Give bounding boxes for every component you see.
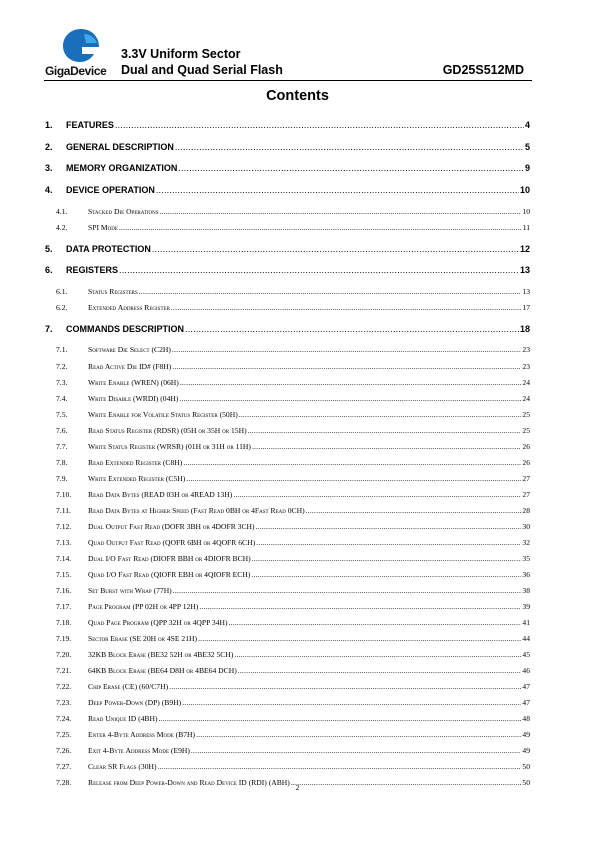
- toc-entry-number: 7.14.: [56, 554, 72, 563]
- toc-entry-page: 26: [522, 442, 530, 451]
- toc-entry[interactable]: [56, 762, 530, 774]
- toc-entry-title: Status Registers: [88, 287, 138, 296]
- toc-entry-page: 41: [522, 618, 530, 627]
- toc-dot-leader: [196, 730, 521, 739]
- toc-entry-title: REGISTERS: [66, 265, 119, 275]
- toc-entry-title: Clear SR Flags (30H): [88, 762, 157, 771]
- toc-entry[interactable]: [56, 538, 530, 550]
- toc-entry-number: 7.28.: [56, 778, 72, 787]
- toc-entry[interactable]: [56, 746, 530, 758]
- toc-entry[interactable]: [56, 682, 530, 694]
- toc-entry-title: Extended Address Register: [88, 303, 170, 312]
- toc-dot-leader: [175, 142, 524, 152]
- toc-dot-leader: [229, 618, 522, 627]
- toc-entry-page: 39: [522, 602, 530, 611]
- toc-dot-leader: [183, 458, 521, 467]
- toc-entry-number: 7.17.: [56, 602, 72, 611]
- toc-entry-number: 6.1.: [56, 287, 68, 296]
- toc-entry-title: Sector Erase (SE 20H or 4SE 21H): [88, 634, 198, 643]
- toc-entry-number: 3.: [45, 163, 53, 173]
- toc-entry[interactable]: [56, 602, 530, 614]
- toc-entry-page: 10: [522, 207, 530, 216]
- toc-entry-page: 35: [522, 554, 530, 563]
- toc-entry[interactable]: [56, 458, 530, 470]
- toc-entry-number: 7.26.: [56, 746, 72, 755]
- toc-entry-page: 38: [522, 586, 530, 595]
- toc-entry-page: 11: [522, 223, 530, 232]
- toc-entry-title: Exit 4-Byte Address Mode (E9H): [88, 746, 190, 755]
- toc-entry[interactable]: [56, 634, 530, 646]
- toc-entry-title: Read Status Register (RDSR) (05H or 35H or 15H): [88, 426, 247, 435]
- toc-dot-leader: [169, 682, 521, 691]
- toc-entry[interactable]: [56, 426, 530, 438]
- toc-entry-page: 49: [522, 746, 530, 755]
- toc-entry[interactable]: [56, 506, 530, 518]
- toc-entry[interactable]: [56, 474, 530, 486]
- toc-entry-number: 7.24.: [56, 714, 72, 723]
- toc-entry-title: Quad Page Program (QPP 32H or 4QPP 34H): [88, 618, 228, 627]
- toc-entry-page: 27: [522, 490, 530, 499]
- toc-entry-number: 7.3.: [56, 378, 68, 387]
- toc-dot-leader: [256, 538, 521, 547]
- toc-entry-title: Quad I/O Fast Read (QIOFR EBH or 4QIOFR ECH): [88, 570, 251, 579]
- toc-entry[interactable]: [45, 142, 530, 155]
- toc-entry-number: 7.6.: [56, 426, 68, 435]
- toc-entry-title: Set Burst with Wrap (77H): [88, 586, 172, 595]
- toc-dot-leader: [198, 634, 521, 643]
- toc-entry[interactable]: [56, 522, 530, 534]
- toc-entry-title: Read Data Bytes at Higher Speed (Fast Read 0BH or 4Fast Read 0CH): [88, 506, 305, 515]
- toc-entry-number: 6.: [45, 265, 53, 275]
- toc-dot-leader: [178, 163, 524, 173]
- toc-entry[interactable]: [45, 324, 530, 337]
- toc-dot-leader: [251, 570, 521, 579]
- toc-entry-page: 10: [519, 185, 530, 195]
- toc-entry[interactable]: [56, 714, 530, 726]
- toc-entry[interactable]: [56, 698, 530, 710]
- toc-entry-title: Write Status Register (WRSR) (01H or 31H or 11H): [88, 442, 251, 451]
- page-number: 2: [295, 783, 300, 792]
- toc-dot-leader: [152, 244, 519, 254]
- toc-entry-page: 23: [522, 362, 530, 371]
- toc-entry-title: Stacked Die Operations: [88, 207, 159, 216]
- toc-dot-leader: [182, 698, 521, 707]
- toc-entry[interactable]: [56, 223, 530, 235]
- toc-entry-number: 1.: [45, 120, 53, 130]
- toc-entry[interactable]: [56, 410, 530, 422]
- toc-entry-title: Write Enable for Volatile Status Register (50H): [88, 410, 238, 419]
- toc-entry[interactable]: [45, 120, 530, 133]
- toc-dot-leader: [171, 303, 522, 312]
- toc-entry-number: 7.1.: [56, 345, 68, 354]
- toc-dot-leader: [158, 762, 522, 771]
- toc-entry-page: 18: [519, 324, 530, 334]
- part-number: GD25S512MD: [442, 63, 524, 77]
- toc-entry-page: 24: [522, 394, 530, 403]
- toc-entry[interactable]: [56, 570, 530, 582]
- toc-dot-leader: [256, 522, 522, 531]
- toc-dot-leader: [139, 287, 522, 296]
- toc-entry[interactable]: [56, 362, 530, 374]
- toc-entry-title: DEVICE OPERATION: [66, 185, 155, 195]
- toc-entry-title: Write Disable (WRDI) (04H): [88, 394, 179, 403]
- toc-entry-number: 7.25.: [56, 730, 72, 739]
- toc-entry-title: Dual I/O Fast Read (DIOFR BBH or 4DIOFR BCH): [88, 554, 251, 563]
- toc-entry-page: 25: [522, 410, 530, 419]
- header-divider: [44, 80, 532, 81]
- toc-entry[interactable]: [45, 163, 530, 176]
- toc-entry-page: 25: [522, 426, 530, 435]
- toc-dot-leader: [248, 426, 522, 435]
- toc-entry-page: 28: [522, 506, 530, 515]
- toc-dot-leader: [172, 345, 521, 354]
- toc-entry[interactable]: [56, 554, 530, 566]
- toc-entry[interactable]: [56, 345, 530, 357]
- toc-entry-number: 7.20.: [56, 650, 72, 659]
- toc-entry-number: 7.: [45, 324, 53, 334]
- toc-dot-leader: [160, 207, 522, 216]
- toc-entry-number: 7.5.: [56, 410, 68, 419]
- toc-entry-page: 30: [522, 522, 530, 531]
- toc-dot-leader: [156, 185, 519, 195]
- toc-dot-leader: [172, 362, 521, 371]
- toc-entry-title: DATA PROTECTION: [66, 244, 151, 254]
- toc-entry-page: 50: [522, 778, 530, 787]
- toc-entry-number: 4.1.: [56, 207, 68, 216]
- toc-entry-title: FEATURES: [66, 120, 114, 130]
- toc-entry-page: 5: [524, 142, 530, 152]
- toc-entry-number: 7.15.: [56, 570, 72, 579]
- toc-entry-title: Write Extended Register (C5H): [88, 474, 186, 483]
- toc-entry-page: 47: [522, 682, 530, 691]
- toc-dot-leader: [119, 223, 522, 232]
- toc-entry-number: 7.11.: [56, 506, 71, 515]
- toc-entry-page: 45: [522, 650, 530, 659]
- toc-dot-leader: [252, 554, 522, 563]
- toc-dot-leader: [234, 650, 521, 659]
- toc-entry-number: 2.: [45, 142, 53, 152]
- toc-entry-title: Dual Output Fast Read (DOFR 3BH or 4DOFR 3CH): [88, 522, 255, 531]
- toc-entry-number: 7.22.: [56, 682, 72, 691]
- toc-entry-number: 7.27.: [56, 762, 72, 771]
- toc-dot-leader: [239, 410, 522, 419]
- toc-dot-leader: [199, 602, 521, 611]
- toc-entry-page: 13: [519, 265, 530, 275]
- toc-dot-leader: [159, 714, 522, 723]
- toc-entry-page: 47: [522, 698, 530, 707]
- toc-entry-number: 7.9.: [56, 474, 68, 483]
- toc-entry-number: 7.18.: [56, 618, 72, 627]
- toc-entry[interactable]: [56, 730, 530, 742]
- toc-entry-number: 7.8.: [56, 458, 68, 467]
- toc-entry-number: 7.4.: [56, 394, 68, 403]
- toc-dot-leader: [173, 586, 522, 595]
- toc-entry-title: COMMANDS DESCRIPTION: [66, 324, 185, 334]
- toc-entry-number: 7.10.: [56, 490, 72, 499]
- toc-entry[interactable]: [45, 265, 530, 278]
- toc-dot-leader: [119, 265, 519, 275]
- toc-entry[interactable]: [56, 490, 530, 502]
- toc-entry-title: Read Unique ID (4BH): [88, 714, 158, 723]
- toc-entry-title: Enter 4-Byte Address Mode (B7H): [88, 730, 196, 739]
- toc-entry-title: Read Active Die ID# (F8H): [88, 362, 172, 371]
- toc-entry[interactable]: [56, 618, 530, 630]
- toc-entry-title: Release from Deep Power-Down and Read Device ID (RDI) (ABH): [88, 778, 290, 787]
- toc-entry-title: Read Data Bytes (READ 03H or 4READ 13H): [88, 490, 233, 499]
- toc-entry-number: 4.: [45, 185, 53, 195]
- toc-entry-title: Write Enable (WREN) (06H): [88, 378, 179, 387]
- toc-dot-leader: [306, 506, 522, 515]
- toc-entry-page: 46: [522, 666, 530, 675]
- logo-text: GigaDevice: [45, 64, 107, 78]
- toc-entry-page: 27: [522, 474, 530, 483]
- toc-entry-title: GENERAL DESCRIPTION: [66, 142, 174, 152]
- toc-dot-leader: [238, 666, 522, 675]
- toc-dot-leader: [180, 378, 522, 387]
- toc-entry-number: 7.21.: [56, 666, 72, 675]
- toc-entry-number: 7.13.: [56, 538, 72, 547]
- toc-entry-number: 4.2.: [56, 223, 68, 232]
- toc-entry-page: 9: [524, 163, 530, 173]
- toc-entry[interactable]: [45, 185, 530, 198]
- toc-entry-title: SPI Mode: [88, 223, 118, 232]
- toc-entry-title: Page Program (PP 02H or 4PP 12H): [88, 602, 199, 611]
- gigadevice-logo-icon: [60, 26, 102, 64]
- toc-entry-page: 44: [522, 634, 530, 643]
- toc-entry-number: 7.7.: [56, 442, 68, 451]
- toc-dot-leader: [179, 394, 521, 403]
- toc-entry-page: 36: [522, 570, 530, 579]
- toc-entry[interactable]: [56, 586, 530, 598]
- toc-dot-leader: [191, 746, 521, 755]
- toc-dot-leader: [115, 120, 524, 130]
- toc-dot-leader: [186, 474, 521, 483]
- toc-entry-page: 24: [522, 378, 530, 387]
- toc-entry-title: 32KB Block Erase (BE32 52H or 4BE32 5CH): [88, 650, 234, 659]
- toc-entry-page: 32: [522, 538, 530, 547]
- header-title-line2: Dual and Quad Serial Flash: [121, 63, 283, 77]
- toc-entry-number: 6.2.: [56, 303, 68, 312]
- toc-entry-title: 64KB Block Erase (BE64 D8H or 4BE64 DCH): [88, 666, 237, 675]
- header-title-line1: 3.3V Uniform Sector: [121, 47, 241, 61]
- toc-entry-page: 23: [522, 345, 530, 354]
- toc-entry-page: 26: [522, 458, 530, 467]
- toc-entry-number: 7.2.: [56, 362, 68, 371]
- toc-entry-page: 49: [522, 730, 530, 739]
- toc-dot-leader: [185, 324, 519, 334]
- toc-entry-page: 4: [524, 120, 530, 130]
- toc-entry-number: 7.19.: [56, 634, 72, 643]
- toc-entry-number: 7.23.: [56, 698, 72, 707]
- toc-entry[interactable]: [56, 442, 530, 454]
- toc-entry[interactable]: [56, 666, 530, 678]
- contents-title: Contents: [266, 88, 329, 104]
- toc-dot-leader: [233, 490, 521, 499]
- toc-entry-page: 17: [522, 303, 530, 312]
- toc-entry-page: 13: [522, 287, 530, 296]
- toc-entry-title: Deep Power-Down (DP) (B9H): [88, 698, 182, 707]
- toc-entry-page: 12: [519, 244, 530, 254]
- toc-entry[interactable]: [56, 378, 530, 390]
- toc-entry-number: 7.12.: [56, 522, 72, 531]
- toc-entry-number: 5.: [45, 244, 53, 254]
- toc-entry-number: 7.16.: [56, 586, 72, 595]
- toc-entry[interactable]: [56, 650, 530, 662]
- toc-entry[interactable]: [56, 394, 530, 406]
- toc-entry-title: Read Extended Register (C8H): [88, 458, 183, 467]
- toc-entry-title: Chip Erase (CE) (60/C7H): [88, 682, 169, 691]
- toc-entry[interactable]: [56, 207, 530, 219]
- toc-entry[interactable]: [45, 244, 530, 257]
- toc-dot-leader: [252, 442, 521, 451]
- toc-entry[interactable]: [56, 303, 530, 315]
- toc-entry-title: Software Die Select (C2H): [88, 345, 171, 354]
- toc-entry-page: 48: [522, 714, 530, 723]
- toc-entry-title: Quad Output Fast Read (QOFR 6BH or 4QOFR 6CH): [88, 538, 256, 547]
- toc-entry-title: MEMORY ORGANIZATION: [66, 163, 178, 173]
- toc-entry[interactable]: [56, 287, 530, 299]
- toc-entry-page: 50: [522, 762, 530, 771]
